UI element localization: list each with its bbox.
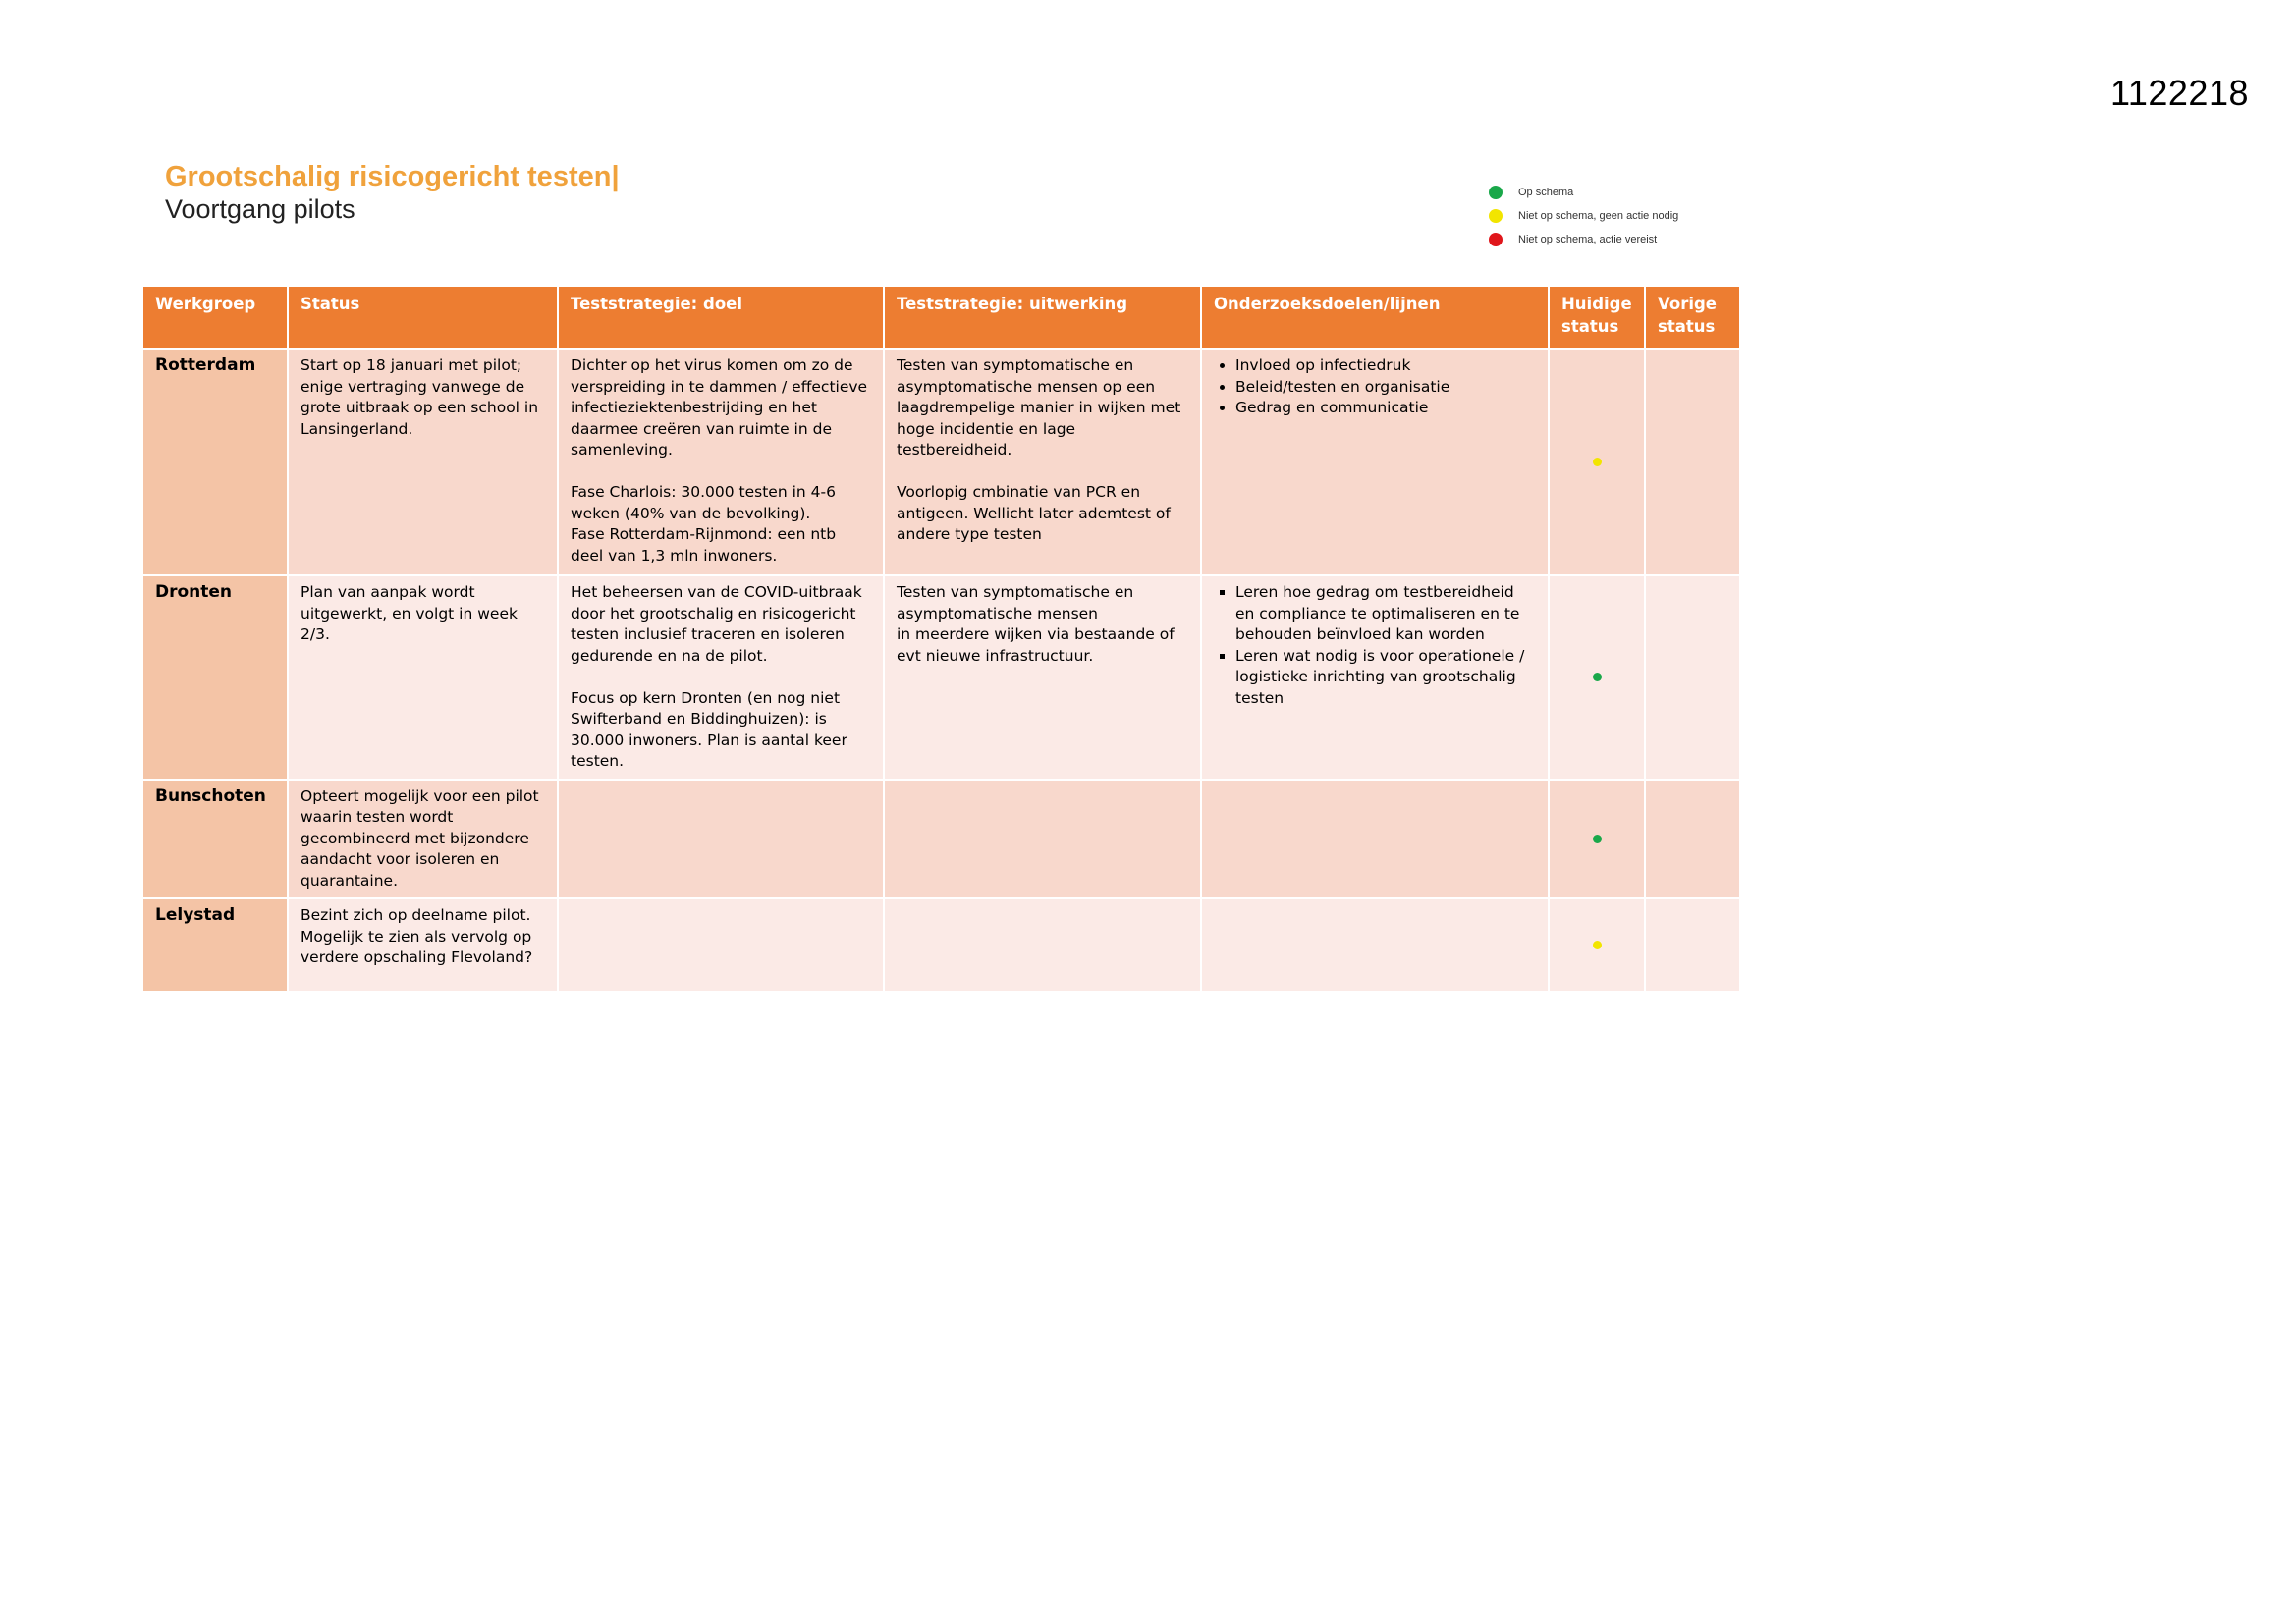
cell-huidige-status [1549,898,1645,992]
doel-paragraph: Fase Charlois: 30.000 testen in 4-6 weken (40% van de bevolking). [571,483,836,522]
cell-uitwerking [884,780,1201,899]
yellow-status-dot-icon [1593,458,1602,466]
doel-paragraph: Fase Rotterdam-Rijnmond: een ntb deel van 1,3 mln inwoners. [571,525,837,565]
uitwerking-paragraph: Testen van symptomatische en asymptomatische mensen op een laagdrempelige manier in wijken met hoge incidentie en lage testbereidheid. [897,356,1181,459]
cell-status: Plan van aanpak wordt uitgewerkt, en volgt in week 2/3. [288,575,558,780]
cell-vorige-status [1645,898,1740,992]
cell-uitwerking [884,898,1201,992]
legend-label: Niet op schema, actie vereist [1518,234,1658,245]
uitwerking-paragraph: in meerdere wijken via bestaande of evt nieuwe infrastructuur. [897,625,1175,665]
table-row-dronten [142,575,1740,780]
cell-onderzoek [1201,898,1549,992]
table-row-bunschoten [142,780,1740,899]
cell-onderzoek [1201,349,1549,575]
cell-doel [558,898,884,992]
cell-doel [558,349,884,575]
legend-item-behind-action-required [1489,228,1678,251]
cell-uitwerking [884,575,1201,780]
red-dot-icon [1489,233,1503,246]
green-status-dot-icon [1593,835,1602,843]
header-huidige-status: Huidige status [1549,286,1645,349]
onderzoek-list [1214,355,1536,419]
cell-doel [558,575,884,780]
document-number: 1122218 [2110,73,2249,113]
header-onderzoeksdoelen: Onderzoeksdoelen/lijnen [1201,286,1549,349]
list-item: ▪ Leren hoe gedrag om testbereidheid en compliance te optimaliseren en te behouden beïnvloed kan worden [1235,582,1536,646]
header-status: Status [288,286,558,349]
list-item: • Gedrag en communicatie [1235,398,1536,419]
cell-status: Start op 18 januari met pilot; enige vertraging vanwege de grote uitbraak op een school in Lansingerland. [288,349,558,575]
header-teststrategie-uitwerking: Teststrategie: uitwerking [884,286,1201,349]
page-subtitle: Voortgang pilots [165,194,355,224]
cell-werkgroep: Dronten [142,575,288,780]
cell-status: Opteert mogelijk voor een pilot waarin testen wordt gecombineerd met bijzondere aandacht voor isoleren en quarantaine. [288,780,558,899]
cell-huidige-status [1549,349,1645,575]
list-item: • Beleid/testen en organisatie [1235,377,1536,399]
cell-werkgroep: Rotterdam [142,349,288,575]
yellow-dot-icon [1489,209,1503,223]
header-vorige-status: Vorige status [1645,286,1740,349]
header-teststrategie-doel: Teststrategie: doel [558,286,884,349]
green-dot-icon [1489,186,1503,199]
cell-vorige-status [1645,780,1740,899]
cell-vorige-status [1645,575,1740,780]
cell-werkgroep: Bunschoten [142,780,288,899]
pilot-progress-table [141,285,1741,993]
legend-item-on-schedule [1489,181,1678,204]
cell-status: Bezint zich op deelname pilot. Mogelijk te zien als vervolg op verdere opschaling Flevoland? [288,898,558,992]
cell-huidige-status [1549,575,1645,780]
page-title: Grootschalig risicogericht testen| [165,161,620,192]
status-legend [1489,181,1678,251]
header-werkgroep: Werkgroep [142,286,288,349]
doel-paragraph: Dichter op het virus komen om zo de verspreiding in te dammen / effectieve infectieziektenbestrijding en het daarmee creëren van ruimte in de samenleving. [571,356,868,459]
doel-paragraph: Het beheersen van de COVID-uitbraak door het grootschalig en risicogericht testen inclusief traceren en isoleren gedurende en na de pilot. [571,583,862,665]
cell-onderzoek [1201,575,1549,780]
cell-doel [558,780,884,899]
table-row-rotterdam [142,349,1740,575]
cell-vorige-status [1645,349,1740,575]
uitwerking-paragraph: Voorlopig cmbinatie van PCR en antigeen. Wellicht later ademtest of andere type testen [897,483,1171,543]
cell-werkgroep: Lelystad [142,898,288,992]
legend-label: Op schema [1518,187,1574,198]
doel-paragraph: Focus op kern Dronten (en nog niet Swifterband en Biddinghuizen): is 30.000 inwoners. Plan is aantal keer testen. [571,688,847,770]
legend-item-behind-no-action [1489,204,1678,228]
list-item: • Invloed op infectiedruk [1235,355,1536,377]
yellow-status-dot-icon [1593,941,1602,949]
cell-uitwerking [884,349,1201,575]
table-header-row [142,286,1740,349]
green-status-dot-icon [1593,673,1602,681]
legend-label: Niet op schema, geen actie nodig [1518,210,1679,222]
onderzoek-list [1214,582,1536,709]
list-item: ▪ Leren wat nodig is voor operationele / logistieke inrichting van grootschalig testen [1235,646,1536,710]
cell-huidige-status [1549,780,1645,899]
table-row-lelystad [142,898,1740,992]
cell-onderzoek [1201,780,1549,899]
uitwerking-paragraph: Testen van symptomatische en asymptomatische mensen [897,583,1134,623]
